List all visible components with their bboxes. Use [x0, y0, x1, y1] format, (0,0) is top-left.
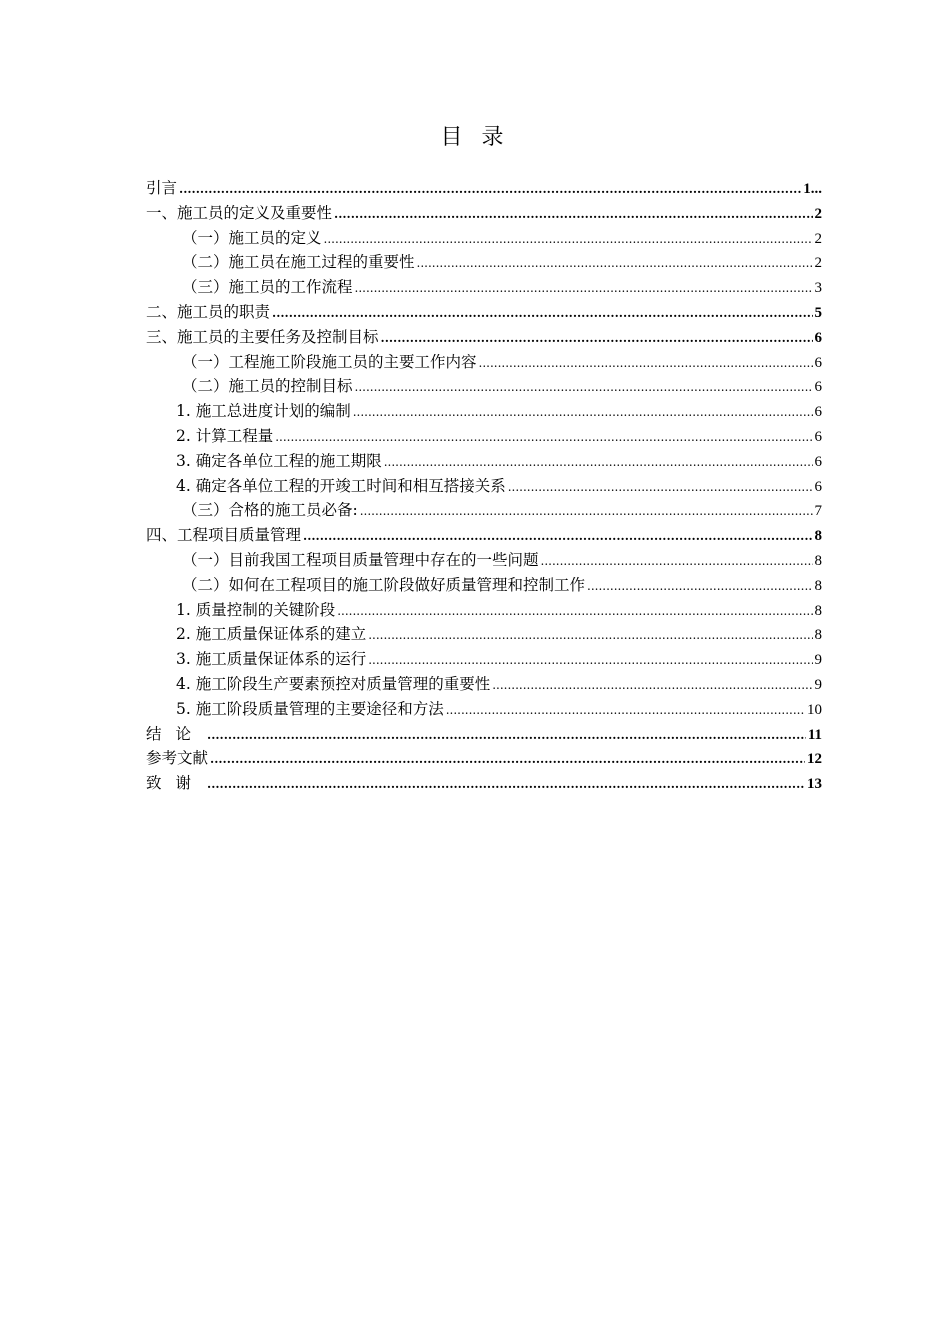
toc-page-number: 9: [814, 652, 822, 669]
toc-dot-leader: [479, 350, 813, 375]
toc-page-number: 1...: [803, 181, 822, 197]
toc-entry-section-3-2: [146, 374, 822, 399]
toc-entry-label: （二）如何在工程项目的施工阶段做好质量管理和控制工作: [182, 575, 586, 594]
toc-entry-item-4-2-2: [146, 622, 822, 647]
toc-entry-label: 二、施工员的职责: [146, 302, 271, 321]
toc-dot-leader: [275, 424, 812, 449]
toc-entry-conclusion: [146, 722, 822, 747]
toc-page-number: 12: [807, 751, 822, 768]
toc-page-number: 11: [807, 726, 822, 743]
toc-dot-leader: [368, 622, 812, 647]
toc-entry-item-4-2-3: [146, 647, 822, 672]
toc-dot-leader: [207, 722, 806, 747]
toc-page-number: 2: [814, 230, 822, 247]
toc-dot-leader: [384, 449, 813, 474]
toc-page-number: 6: [814, 404, 822, 421]
toc-dot-leader: [210, 746, 805, 771]
toc-entry-label: （一）工程施工阶段施工员的主要工作内容: [182, 352, 477, 371]
toc-entry-label: 参考文献: [146, 749, 209, 768]
toc-page-number: 2: [814, 255, 822, 272]
toc-dot-leader: [353, 399, 813, 424]
toc-page-number: 8: [814, 627, 822, 644]
toc-dot-leader: [324, 226, 813, 251]
toc-entry-label: 结论: [146, 724, 206, 743]
toc-page-number: 8: [814, 528, 822, 545]
toc-entry-label: 1. 施工总进度计划的编制: [176, 402, 351, 421]
toc-entry-label: （三）合格的施工员必备:: [182, 501, 358, 520]
toc-dot-leader: [508, 474, 813, 499]
toc-page-number: 8: [814, 552, 822, 569]
toc-entry-label: 5. 施工阶段质量管理的主要途径和方法: [176, 699, 444, 718]
toc-entry-label: 3. 确定各单位工程的施工期限: [176, 451, 382, 470]
toc-dot-leader: [417, 250, 813, 275]
toc-dot-leader: [541, 548, 813, 573]
toc-entry-section-4-2: [146, 573, 822, 598]
toc-entry-item-4-2-4: [146, 672, 822, 697]
toc-entry-section-3-1: [146, 350, 822, 375]
toc-entry-chapter-4: [146, 523, 822, 548]
toc-entry-label: 2. 施工质量保证体系的建立: [176, 625, 367, 644]
toc-dot-leader: [303, 523, 812, 548]
toc-entry-label: 4. 施工阶段生产要素预控对质量管理的重要性: [176, 674, 491, 693]
toc-entry-section-4-1: [146, 548, 822, 573]
page-title: 目 录: [440, 125, 510, 150]
toc-dot-leader: [492, 672, 812, 697]
toc-page-number: 2: [814, 205, 822, 222]
toc-dot-leader: [360, 498, 813, 523]
toc-dot-leader: [272, 300, 812, 325]
toc-page-number: 5: [814, 304, 822, 321]
toc-entry-item-4-2-1: [146, 598, 822, 623]
toc-dot-leader: [587, 573, 812, 598]
toc-entry-section-1-1: [146, 226, 822, 251]
toc-entry-introduction: [146, 176, 822, 201]
toc-dot-leader: [355, 275, 813, 300]
toc-page-number: 6: [814, 329, 822, 346]
toc-dot-leader: [368, 647, 812, 672]
toc-dot-leader: [207, 771, 805, 796]
toc-entry-label: （二）施工员的控制目标: [182, 377, 353, 396]
toc-entry-label: 四、工程项目质量管理: [146, 526, 302, 545]
toc-page-number: 6: [814, 453, 822, 470]
table-of-contents: [146, 176, 822, 796]
toc-entry-label: 一、施工员的定义及重要性: [146, 203, 333, 222]
toc-entry-label: 引言: [146, 179, 178, 197]
toc-dot-leader: [446, 697, 805, 722]
toc-entry-label: 三、施工员的主要任务及控制目标: [146, 327, 379, 346]
toc-page-number: 10: [807, 701, 822, 718]
toc-page-number: 7: [814, 503, 822, 520]
toc-page-number: 9: [814, 676, 822, 693]
toc-dot-leader: [337, 598, 812, 623]
toc-dot-leader: [355, 374, 813, 399]
toc-entry-label: 3. 施工质量保证体系的运行: [176, 650, 367, 669]
toc-entry-label: 致谢: [146, 774, 206, 793]
toc-entry-section-3-3: [146, 498, 822, 523]
toc-entry-label: （二）施工员在施工过程的重要性: [182, 253, 415, 272]
toc-page-number: 6: [814, 379, 822, 396]
toc-entry-chapter-3: [146, 325, 822, 350]
toc-entry-acknowledgements: [146, 771, 822, 796]
toc-entry-label: 4. 确定各单位工程的开竣工时间和相互搭接关系: [176, 476, 506, 495]
toc-page-number: 8: [814, 577, 822, 594]
toc-entry-item-4-2-5: [146, 697, 822, 722]
toc-entry-label: （三）施工员的工作流程: [182, 278, 353, 297]
toc-entry-item-3-2-4: [146, 474, 822, 499]
toc-entry-chapter-1: [146, 201, 822, 226]
toc-entry-item-3-2-1: [146, 399, 822, 424]
toc-entry-item-3-2-2: [146, 424, 822, 449]
toc-entry-label: 2. 计算工程量: [176, 426, 274, 445]
toc-page-number: 8: [814, 602, 822, 619]
toc-page-number: 3: [814, 280, 822, 297]
toc-page-number: 13: [807, 776, 822, 793]
toc-dot-leader: [179, 176, 801, 201]
toc-page-number: 6: [814, 354, 822, 371]
toc-entry-label: （一）施工员的定义: [182, 228, 322, 247]
toc-page-number: 6: [814, 428, 822, 445]
toc-dot-leader: [334, 201, 812, 226]
toc-entry-section-1-2: [146, 250, 822, 275]
toc-page-number: 6: [814, 478, 822, 495]
toc-entry-label: 1. 质量控制的关键阶段: [176, 600, 336, 619]
toc-entry-label: （一）目前我国工程项目质量管理中存在的一些问题: [182, 550, 539, 569]
toc-entry-references: [146, 746, 822, 771]
toc-dot-leader: [381, 325, 813, 350]
toc-entry-chapter-2: [146, 300, 822, 325]
toc-entry-section-1-3: [146, 275, 822, 300]
toc-entry-item-3-2-3: [146, 449, 822, 474]
